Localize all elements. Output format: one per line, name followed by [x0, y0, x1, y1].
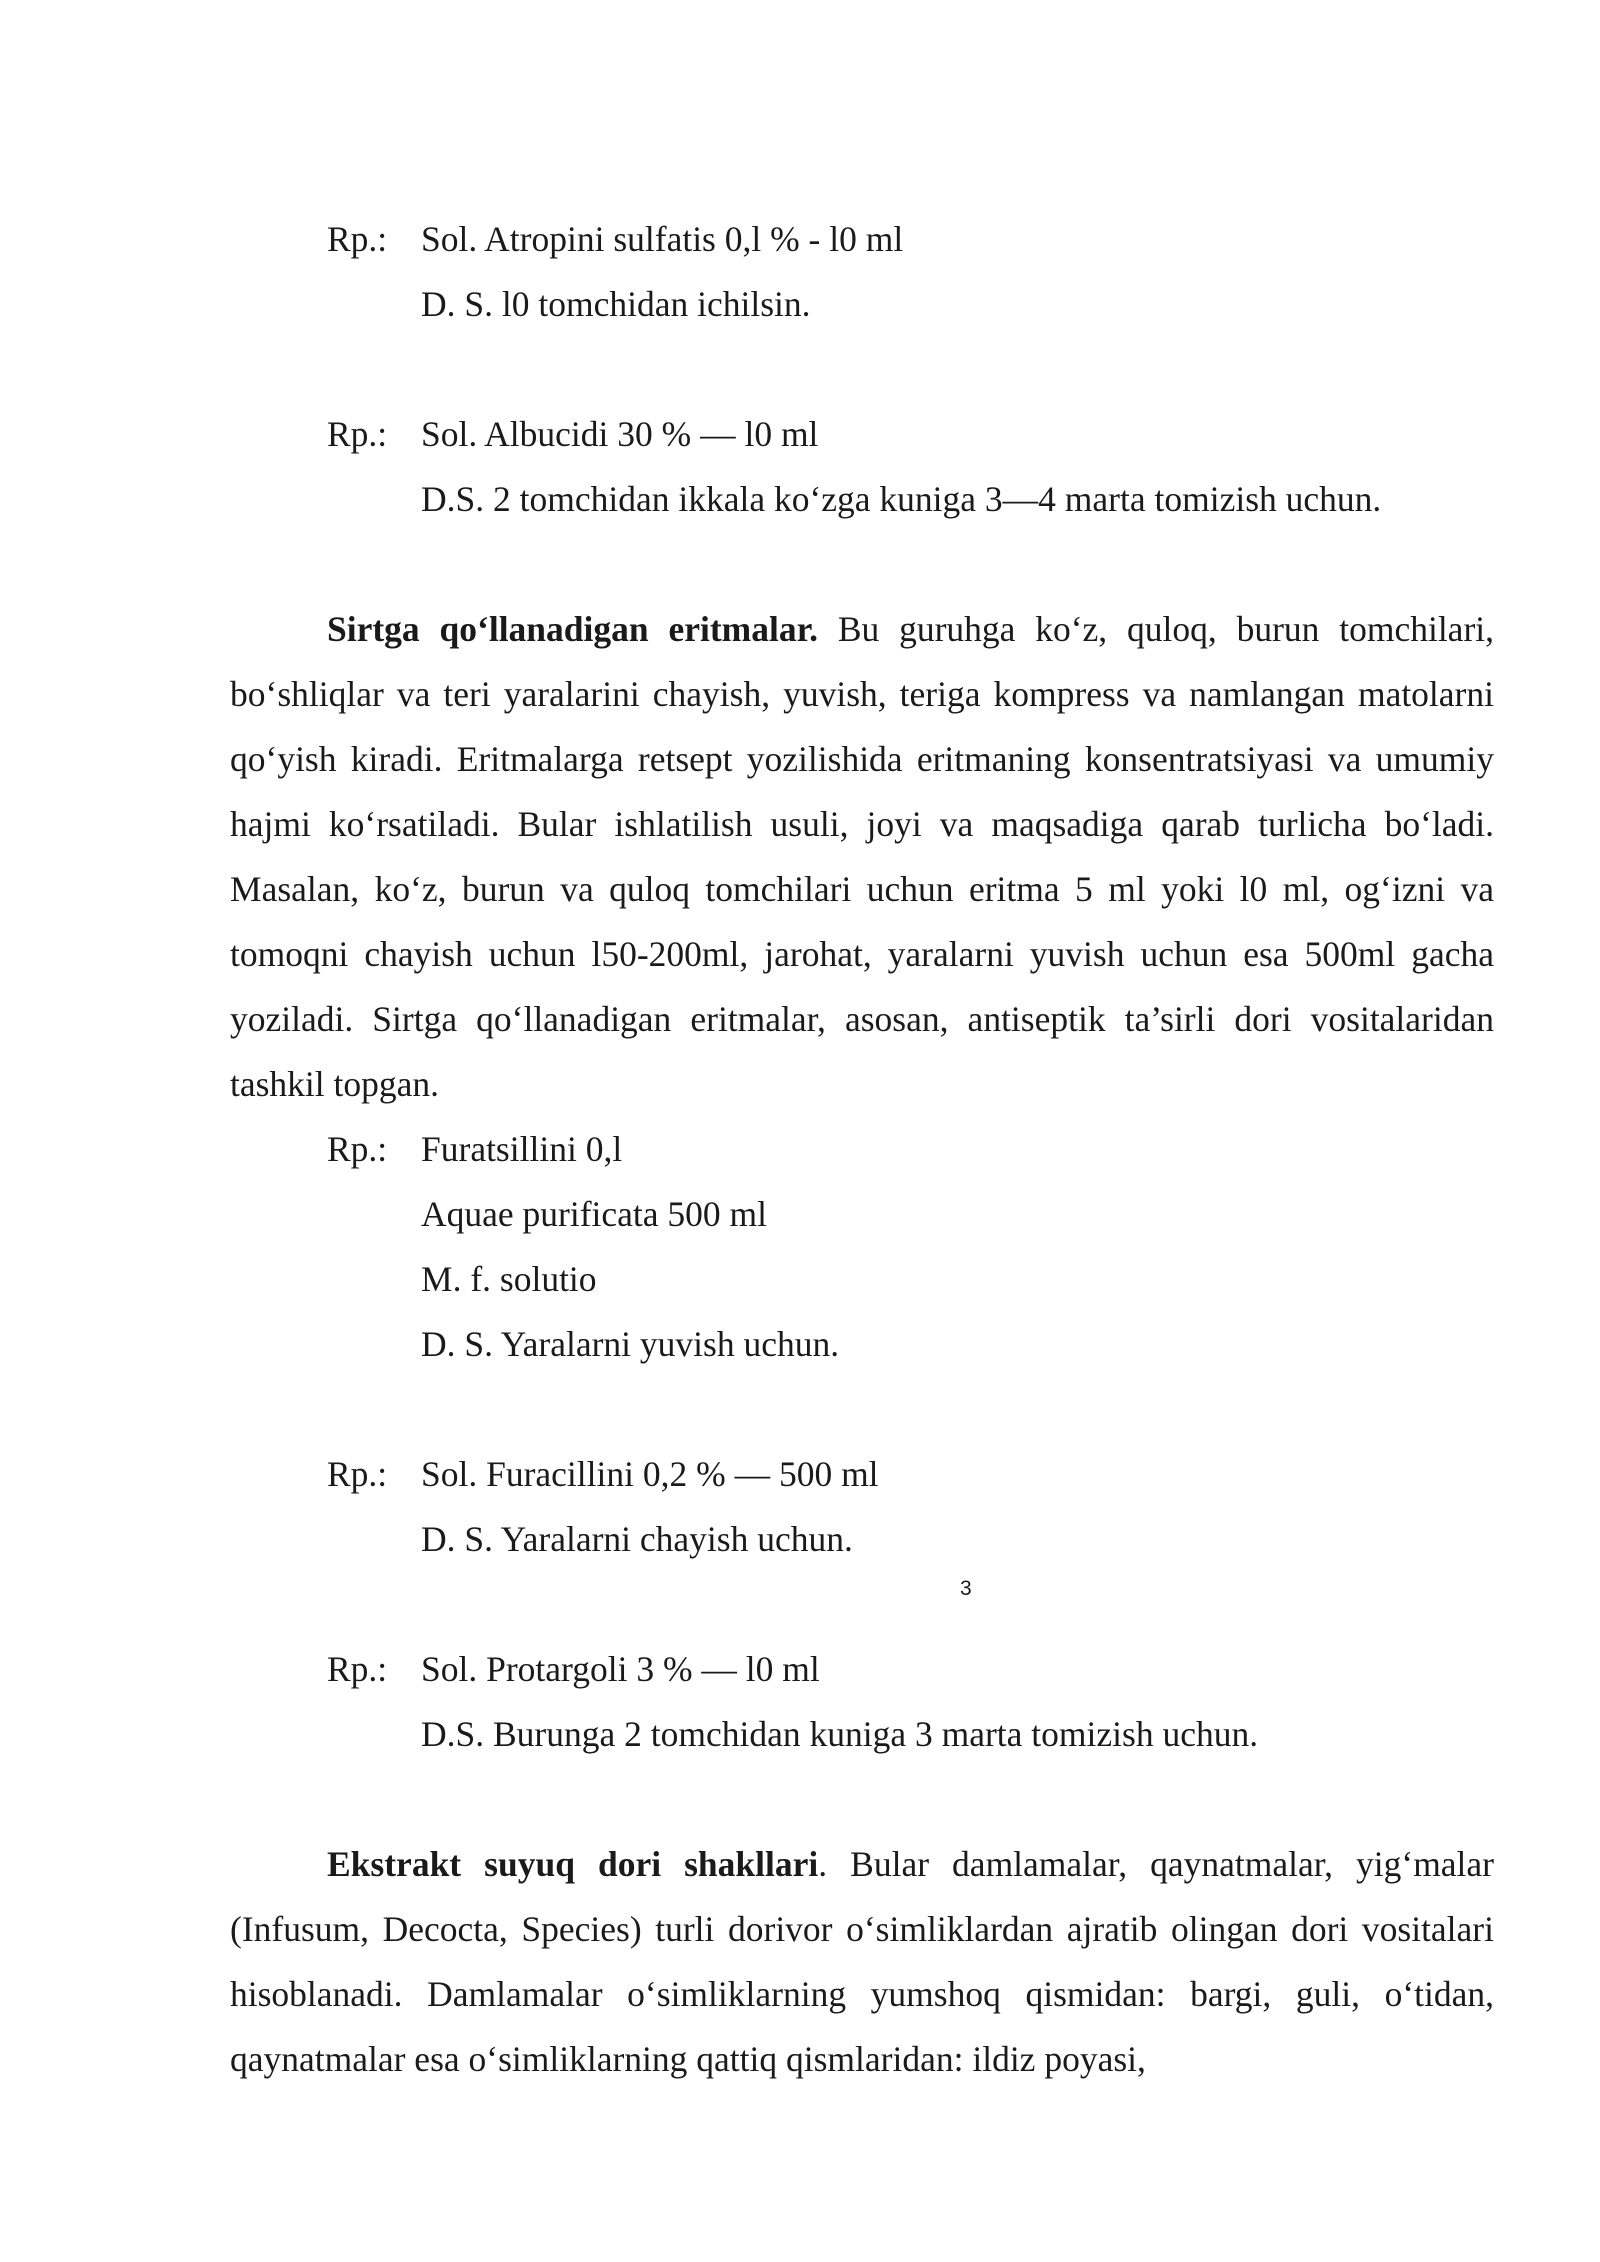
prescription-label: Rp.: [327, 414, 388, 454]
prescription-line: Sol. Albucidi 30 % — l0 ml [421, 414, 819, 454]
section-heading: Sirtga qo‘llanadigan eritmalar. [327, 609, 818, 649]
section-heading: Ekstrakt suyuq dori shakllari [327, 1844, 819, 1884]
paragraph-text: Bu guruhga ko‘z, quloq, burun tomchilari, bo‘shliqlar va teri yaralarini chayish, yuvish, teriga kompress va namlangan matolarni qo‘yish kiradi. Eritmalarga retsept yozilishida eritmaning konsentratsiyasi va umumiy hajmi ko‘rsatiladi. Bular ishlatilish usuli, joyi va maqsadiga qarab turlicha bo‘ladi. Masalan, ko‘z, burun va quloq tomchilari uchun eritma 5 ml yoki l0 ml, og‘izni va tomoqni chayish uchun l50-200ml, jarohat, yaralarni yuvish uchun esa 500ml gacha yoziladi. Sirtga qo‘llanadigan eritmalar, asosan, antiseptik ta’sirli dori vositalaridan tashkil topgan. [230, 609, 1494, 1104]
prescription-signa: D.S. 2 tomchidan ikkala ko‘zga kuniga 3—4 marta tomizish uchun. [421, 479, 1382, 519]
prescription-signa: D.S. Burunga 2 tomchidan kuniga 3 marta tomizish uchun. [421, 1714, 1259, 1754]
prescription-line: Aquae purificata 500 ml [421, 1194, 768, 1234]
prescription-line: Sol. Furacillini 0,2 % — 500 ml [421, 1454, 879, 1494]
prescription-line: Furatsillini 0,l [421, 1129, 623, 1169]
page-number: 3 [960, 1577, 972, 1600]
prescription-line: Sol. Protargoli 3 % — l0 ml [421, 1649, 820, 1689]
prescription-signa: D. S. Yaralarni chayish uchun. [421, 1519, 853, 1559]
prescription-signa: D. S. Yaralarni yuvish uchun. [421, 1324, 840, 1364]
external-solutions-paragraph [230, 597, 1494, 1117]
prescription-label: Rp.: [327, 219, 388, 259]
prescription-albucid [0, 402, 1600, 532]
prescription-furacillin [0, 1442, 1600, 1572]
prescription-protargol [0, 1637, 1600, 1767]
prescription-label: Rp.: [327, 1454, 388, 1494]
prescription-furatsillin [0, 1117, 1600, 1377]
prescription-atropine [0, 207, 1600, 337]
prescription-signa: D. S. l0 tomchidan ichilsin. [421, 284, 811, 324]
prescription-label: Rp.: [327, 1129, 388, 1169]
paragraph-text: . Bular damlamalar, qaynatmalar, yig‘malar (Infusum, Decocta, Species) turli dorivor o‘simliklardan ajratib olingan dori vositalari hisoblanadi. Damlamalar o‘simliklarning yumshoq qismidan: bargi, guli, o‘tidan, qaynatmalar esa o‘simliklarning qattiq qismlaridan: ildiz poyasi, [230, 1844, 1494, 2079]
prescription-label: Rp.: [327, 1649, 388, 1689]
extract-forms-paragraph [230, 1832, 1494, 2092]
prescription-line: Sol. Atropini sulfatis 0,l % - l0 ml [421, 219, 904, 259]
prescription-line: M. f. solutio [421, 1259, 597, 1299]
